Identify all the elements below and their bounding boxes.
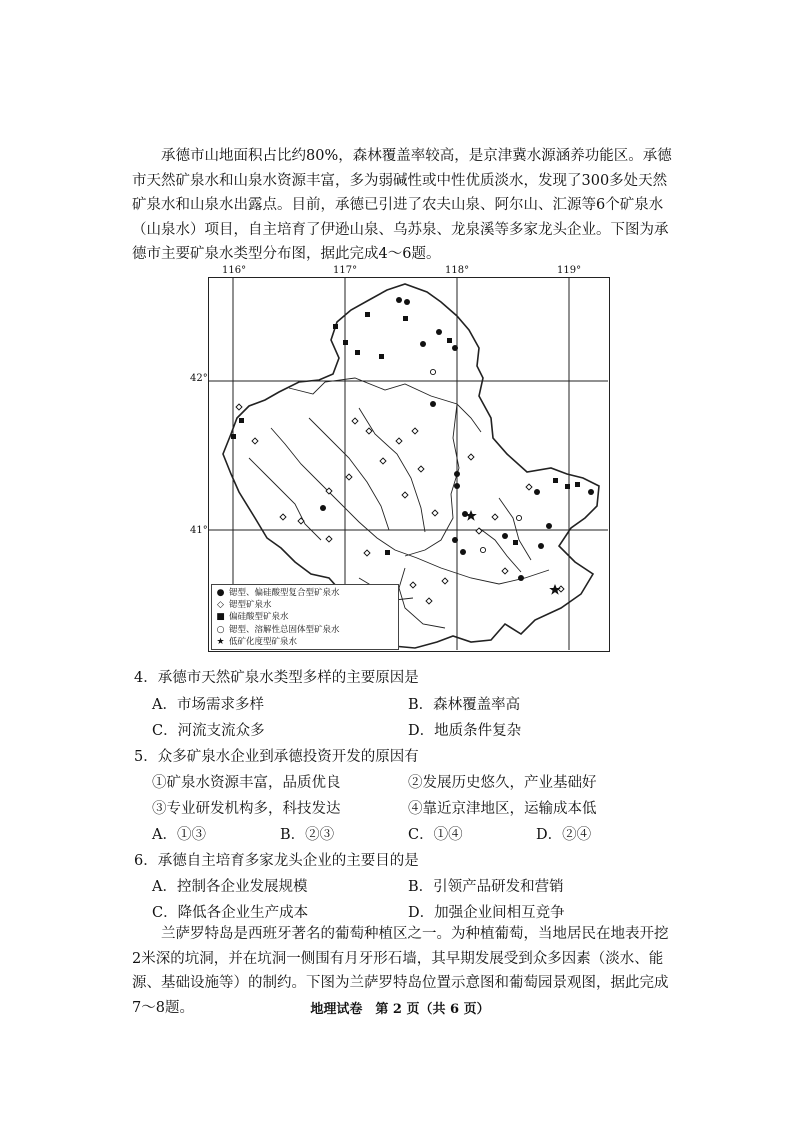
type-e-points: [465, 510, 561, 595]
q5-statement-2: ②发展历史悠久，产业基础好: [408, 775, 597, 791]
q4-option-a: A．市场需求多样: [152, 697, 264, 713]
type-b-points: [236, 404, 564, 606]
filled-star-icon: ★: [216, 636, 225, 647]
q5-option-b: B．②③: [280, 827, 335, 843]
intro-paragraph-chengde: 承德市山地面积占比约80%，森林覆盖率较高，是京津冀水源涵养功能区。承德市天然矿泉水和山泉水资源丰富，多为弱碱性或中性优质淡水，发现了300多处天然矿泉水和山泉水出露点。目前，承德已引进了农夫山泉、阿尔山、汇源等6个矿泉水（山泉水）项目，自主培育了伊逊山泉、乌苏泉、龙泉溪等多家龙头企业。下图为承德市主要矿泉水类型分布图，据此完成4～6题。: [132, 148, 672, 262]
question-6-stem: 6．承德自主培育多家龙头企业的主要目的是: [134, 853, 419, 869]
legend-item-type-e: ★ 低矿化度型矿泉水: [216, 636, 298, 647]
intro-paragraph-lanzarote: 兰萨罗特岛是西班牙著名的葡萄种植区之一。为种植葡萄，当地居民在地表开挖2米深的坑洞，并在坑洞一侧围有月牙形石墙，其早期发展受到众多因素（淡水、能源、基础设施等）的制约。下图为兰萨罗特岛位置示意图和葡萄园景观图，据此完成7～8题。: [132, 926, 669, 1016]
q5-option-a: A．①③: [152, 827, 206, 843]
lon-label-118: 118°: [445, 265, 470, 276]
page-footer: 地理试卷 第 2 页（共 6 页）: [310, 1002, 490, 1017]
q4-option-b: B．森林覆盖率高: [408, 697, 521, 713]
lon-label-119: 119°: [557, 265, 582, 276]
q5-statement-1: ①矿泉水资源丰富，品质优良: [152, 775, 341, 791]
type-d-points: [430, 369, 521, 552]
legend-item-type-b: ◇ 锶型矿泉水: [217, 600, 272, 611]
q5-option-d: D．②④: [536, 827, 592, 843]
q4-option-d: D．地质条件复杂: [408, 723, 522, 739]
q6-option-d: D．加强企业间相互竞争: [408, 905, 565, 921]
lat-label-42: 42°: [190, 373, 208, 384]
open-diamond-icon: ◇: [217, 600, 224, 611]
q5-statement-4: ④靠近京津地区，运输成本低: [408, 801, 597, 817]
map-legend: [211, 584, 399, 650]
lon-label-117: 117°: [333, 265, 358, 276]
q4-option-c: C．河流支流众多: [152, 723, 265, 739]
q5-statement-3: ③专业研发机构多，科技发达: [152, 801, 341, 817]
filled-square-icon: ■: [216, 612, 225, 623]
lat-label-41: 41°: [190, 525, 208, 536]
q6-option-a: A．控制各企业发展规模: [152, 879, 308, 895]
open-circle-icon: ○: [216, 624, 225, 635]
legend-item-type-c: ■ 偏硅酸型矿泉水: [216, 612, 289, 623]
question-5-stem: 5．众多矿泉水企业到承德投资开发的原因有: [134, 749, 419, 765]
lon-label-116: 116°: [222, 265, 247, 276]
q5-option-c: C．①④: [408, 827, 463, 843]
filled-circle-icon: ●: [216, 588, 225, 598]
question-4-stem: 4．承德市天然矿泉水类型多样的主要原因是: [134, 670, 419, 686]
q6-option-b: B．引领产品研发和营销: [408, 879, 564, 895]
legend-item-type-d: ○ 锶型、溶解性总固体型矿泉水: [216, 624, 340, 635]
q6-option-c: C．降低各企业生产成本: [152, 905, 309, 921]
legend-item-type-a: ● 锶型、偏硅酸型复合型矿泉水: [216, 588, 340, 598]
